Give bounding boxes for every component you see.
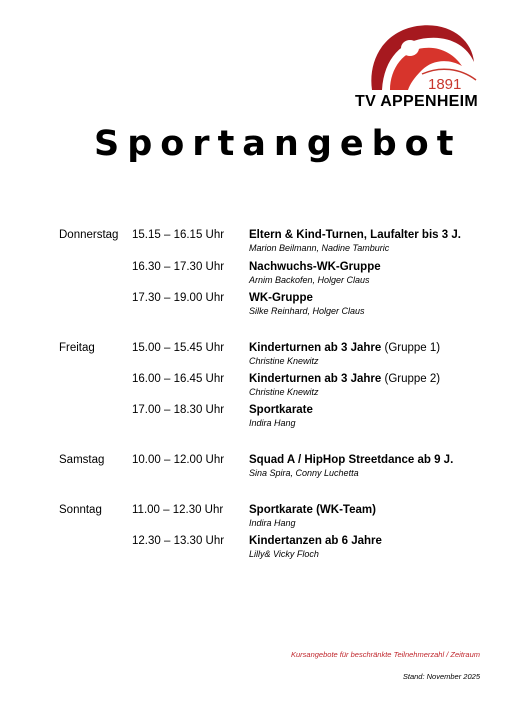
trainer-names: Indira Hang bbox=[249, 418, 296, 428]
course-name: Sportkarate (WK-Team) bbox=[249, 504, 376, 516]
course-title bbox=[249, 404, 313, 416]
time-slot: 17.00 – 18.30 Uhr bbox=[132, 404, 225, 416]
course-title bbox=[249, 292, 313, 304]
trainer-names: Lilly& Vicky Floch bbox=[249, 549, 319, 559]
course-name: Squad A / HipHop Streetdance ab 9 J. bbox=[249, 454, 454, 466]
course-name: Eltern & Kind-Turnen, Laufalter bis 3 J. bbox=[249, 229, 461, 241]
course-name: Sportkarate bbox=[249, 404, 313, 416]
footer-note: Kursangebote für beschränkte Teilnehmerzahl / Zeitraum bbox=[291, 650, 480, 659]
day-label: Donnerstag bbox=[59, 229, 119, 241]
time-slot: 10.00 – 12.00 Uhr bbox=[132, 454, 225, 466]
course-title bbox=[249, 229, 461, 241]
course-group: (Gruppe 1) bbox=[381, 342, 441, 354]
course-name: Kindertanzen ab 6 Jahre bbox=[249, 535, 382, 547]
course-title bbox=[249, 454, 453, 466]
trainer-names: Marion Beilmann, Nadine Tamburic bbox=[249, 243, 390, 253]
club-name: TV APPENHEIM bbox=[355, 93, 479, 110]
course-title bbox=[249, 342, 440, 354]
trainer-names: Christine Knewitz bbox=[249, 387, 319, 397]
course-name: Kinderturnen ab 3 Jahre bbox=[249, 373, 382, 385]
trainer-names: Arnim Backofen, Holger Claus bbox=[249, 275, 370, 285]
course-name: WK-Gruppe bbox=[249, 292, 313, 304]
course-title bbox=[249, 504, 376, 516]
course-name: Kinderturnen ab 3 Jahre bbox=[249, 342, 382, 354]
course-title bbox=[249, 373, 440, 385]
trainer-names: Christine Knewitz bbox=[249, 356, 319, 366]
logo-year: 1891 bbox=[428, 76, 462, 93]
trainer-names: Sina Spira, Conny Luchetta bbox=[249, 468, 359, 478]
footer-date: Stand: November 2025 bbox=[402, 672, 480, 681]
time-slot: 15.00 – 15.45 Uhr bbox=[132, 342, 225, 354]
trainer-names: Silke Reinhard, Holger Claus bbox=[249, 306, 365, 316]
course-title bbox=[249, 535, 382, 547]
day-label: Sonntag bbox=[59, 504, 102, 516]
day-label: Samstag bbox=[59, 454, 105, 466]
page-title: Sportangebot bbox=[94, 124, 462, 164]
time-slot: 12.30 – 13.30 Uhr bbox=[132, 535, 225, 547]
day-label: Freitag bbox=[59, 342, 95, 354]
time-slot: 11.00 – 12.30 Uhr bbox=[132, 504, 224, 516]
trainer-names: Indira Hang bbox=[249, 518, 296, 528]
club-logo bbox=[352, 22, 482, 114]
time-slot: 17.30 – 19.00 Uhr bbox=[132, 292, 225, 304]
course-group: (Gruppe 2) bbox=[381, 373, 441, 385]
course-title bbox=[249, 261, 381, 273]
time-slot: 16.00 – 16.45 Uhr bbox=[132, 373, 225, 385]
time-slot: 15.15 – 16.15 Uhr bbox=[132, 229, 225, 241]
time-slot: 16.30 – 17.30 Uhr bbox=[132, 261, 225, 273]
course-name: Nachwuchs-WK-Gruppe bbox=[249, 261, 381, 273]
